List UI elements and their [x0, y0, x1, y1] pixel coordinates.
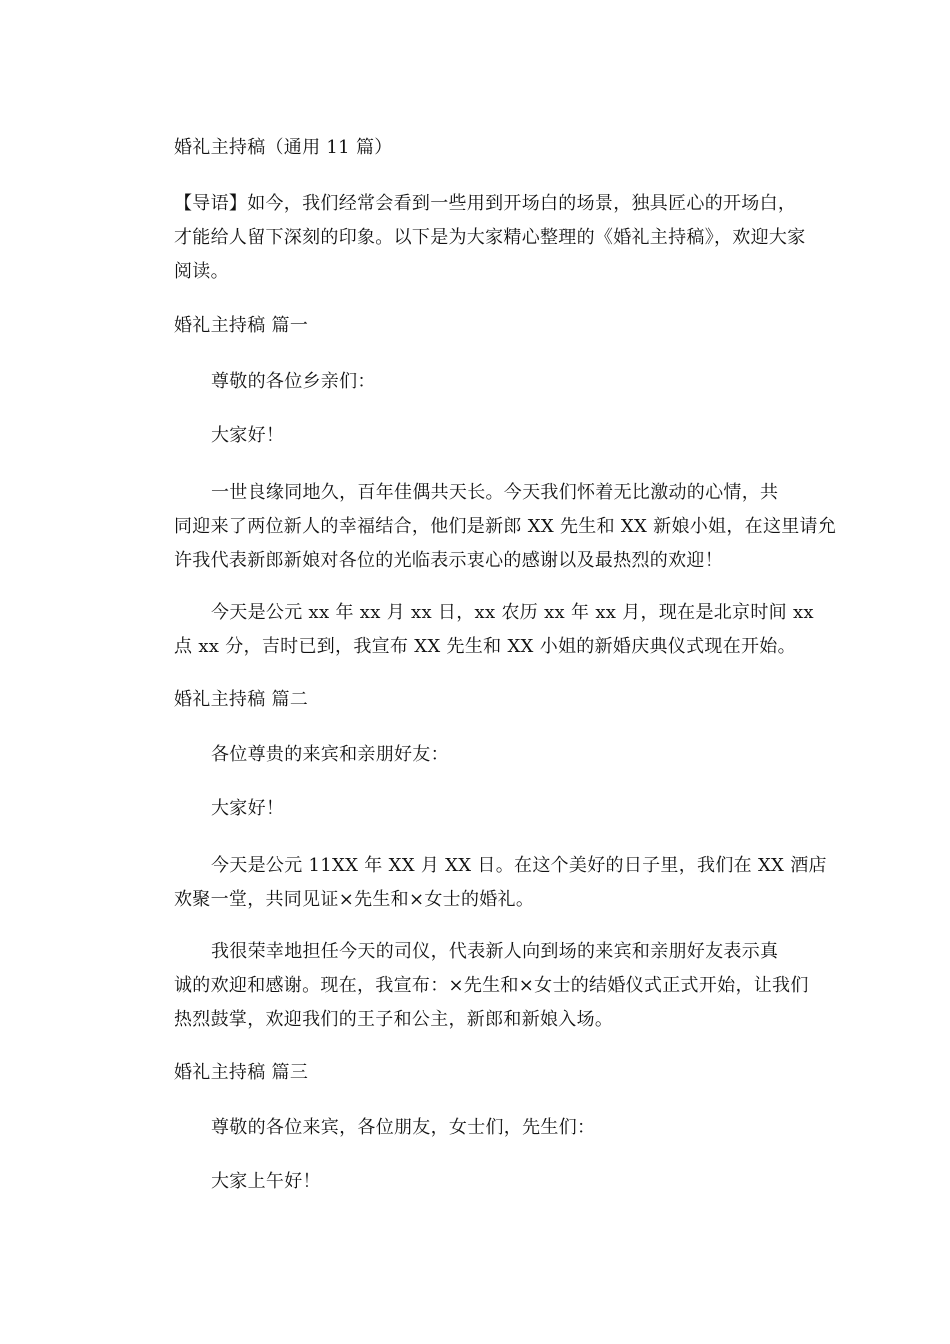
intro-line: 阅读。 [174, 261, 229, 282]
paragraph-line: 同迎来了两位新人的幸福结合，他们是新郎 XX 先生和 XX 新娘小姐，在这里请允 [174, 516, 837, 537]
body-paragraph [174, 596, 814, 664]
body-paragraph [174, 476, 836, 578]
paragraph-line: 欢聚一堂，共同见证×先生和×女士的婚礼。 [174, 889, 535, 910]
greeting: 尊敬的各位乡亲们： [211, 371, 376, 392]
paragraph-line: 点 xx 分，吉时已到，我宣布 XX 先生和 XX 小姐的新婚庆典仪式现在开始。 [174, 636, 796, 657]
greeting: 尊敬的各位来宾，各位朋友，女士们，先生们： [211, 1117, 596, 1138]
paragraph-line: 一世良缘同地久，百年佳偶共天长。今天我们怀着无比激动的心情，共 [211, 482, 779, 503]
intro-line: 才能给人留下深刻的印象。以下是为大家精心整理的《婚礼主持稿》，欢迎大家 [174, 227, 806, 248]
section-heading: 婚礼主持稿 篇一 [174, 315, 309, 336]
hello: 大家好！ [211, 798, 285, 819]
greeting: 各位尊贵的来宾和亲朋好友： [211, 744, 449, 765]
section-heading: 婚礼主持稿 篇二 [174, 689, 309, 710]
body-paragraph [174, 849, 827, 917]
intro-line: 【导语】如今，我们经常会看到一些用到开场白的场景，独具匠心的开场白， [174, 193, 797, 214]
paragraph-line: 诚的欢迎和感谢。现在，我宣布：×先生和×女士的结婚仪式正式开始，让我们 [174, 975, 809, 996]
section-heading: 婚礼主持稿 篇三 [174, 1062, 309, 1083]
document-title: 婚礼主持稿（通用 11 篇） [174, 137, 393, 158]
body-paragraph [174, 935, 809, 1037]
intro-paragraph [174, 187, 806, 289]
paragraph-line: 我很荣幸地担任今天的司仪，代表新人向到场的来宾和亲朋好友表示真 [211, 941, 779, 962]
paragraph-line: 今天是公元 xx 年 xx 月 xx 日，xx 农历 xx 年 xx 月，现在是北京时间 xx [211, 602, 814, 623]
hello: 大家好！ [211, 425, 285, 446]
paragraph-line: 热烈鼓掌，欢迎我们的王子和公主，新郎和新娘入场。 [174, 1009, 614, 1030]
paragraph-line: 许我代表新郎新娘对各位的光临表示衷心的感谢以及最热烈的欢迎！ [174, 550, 723, 571]
hello: 大家上午好！ [211, 1171, 321, 1192]
paragraph-line: 今天是公元 11XX 年 XX 月 XX 日。在这个美好的日子里，我们在 XX 酒店 [211, 855, 827, 876]
